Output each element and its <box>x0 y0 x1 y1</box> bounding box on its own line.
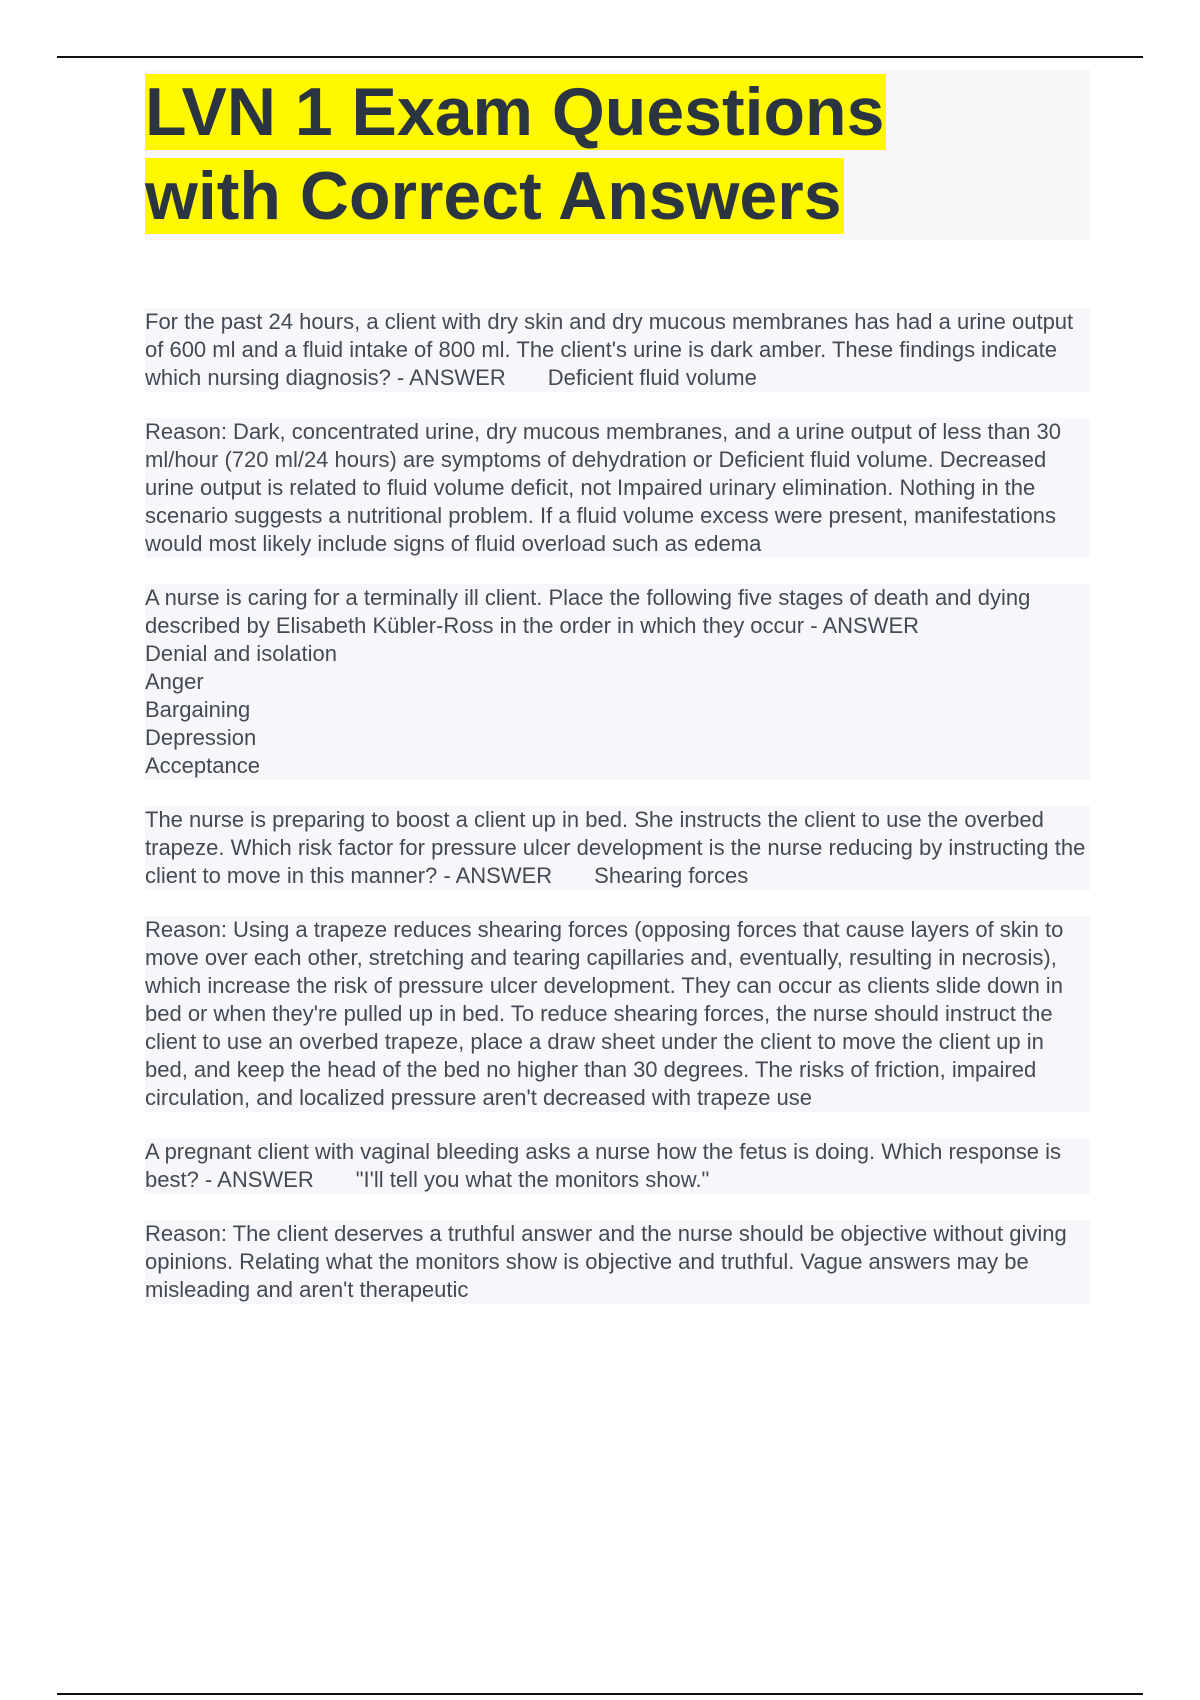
reason-3: Reason: Using a trapeze reduces shearing forces (opposing forces that cause layers of skin to move over each other, stretching and tearing capillaries and, eventually, resulting in necrosis), which increase the risk of pressure ulcer development. They can occur as clients slide down in bed or when they're pulled up in bed. To reduce shearing forces, the nurse should instruct the client to use an overbed trapeze, place a draw sheet under the client to move the client up in bed, and keep the head of the bed no higher than 30 degrees. The risks of friction, impaired circulation, and localized pressure aren't decreased with trapeze use <box>145 916 1090 1112</box>
bottom-rule <box>57 1693 1143 1695</box>
question-4-text: A pregnant client with vaginal bleeding asks a nurse how the fetus is doing. Which response is best? - ANSWER <box>145 1139 1061 1192</box>
answer-1-text: Deficient fluid volume <box>547 365 757 390</box>
stage-3: Bargaining <box>145 697 251 722</box>
stage-4: Depression <box>145 725 257 750</box>
answer-3-text: Shearing forces <box>594 863 749 888</box>
question-3-text: The nurse is preparing to boost a client up in bed. She instructs the client to use the overbed trapeze. Which risk factor for pressure ulcer development is the nurse reducing by instructing the client to move in this manner? - ANSWER <box>145 807 1086 888</box>
question-3 <box>145 806 1090 890</box>
stage-1: Denial and isolation <box>145 641 338 666</box>
question-2 <box>145 584 1090 780</box>
reason-4: Reason: The client deserves a truthful answer and the nurse should be objective without giving opinions. Relating what the monitors show is objective and truthful. Vague answers may be misleading and aren't therapeutic <box>145 1220 1090 1304</box>
page-title <box>145 70 1090 238</box>
title-line-2: with Correct Answers <box>145 158 842 234</box>
top-rule <box>57 56 1143 58</box>
question-1-text: For the past 24 hours, a client with dry skin and dry mucous membranes has had a urine output of 600 ml and a fluid intake of 800 ml. The client's urine is dark amber. These findings indicate which nursing diagnosis? - ANSWER <box>145 309 1074 390</box>
question-1 <box>145 308 1090 392</box>
question-2-text: A nurse is caring for a terminally ill client. Place the following five stages of death and dying described by Elisabeth Kübler-Ross in the order in which they occur - ANSWER <box>145 585 1031 638</box>
title-box <box>145 70 1090 240</box>
stage-5: Acceptance <box>145 753 260 778</box>
reason-1: Reason: Dark, concentrated urine, dry mucous membranes, and a urine output of less than 30 ml/hour (720 ml/24 hours) are symptoms of dehydration or Deficient fluid volume. Decreased urine output is related to fluid volume deficit, not Impaired urinary elimination. Nothing in the scenario suggests a nutritional problem. If a fluid volume excess were present, manifestations would most likely include signs of fluid overload such as edema <box>145 418 1090 558</box>
stage-2: Anger <box>145 669 204 694</box>
document-body <box>145 308 1090 1330</box>
question-4 <box>145 1138 1090 1194</box>
answer-4-text: "I'll tell you what the monitors show." <box>355 1167 710 1192</box>
title-line-1: LVN 1 Exam Questions <box>145 74 885 150</box>
